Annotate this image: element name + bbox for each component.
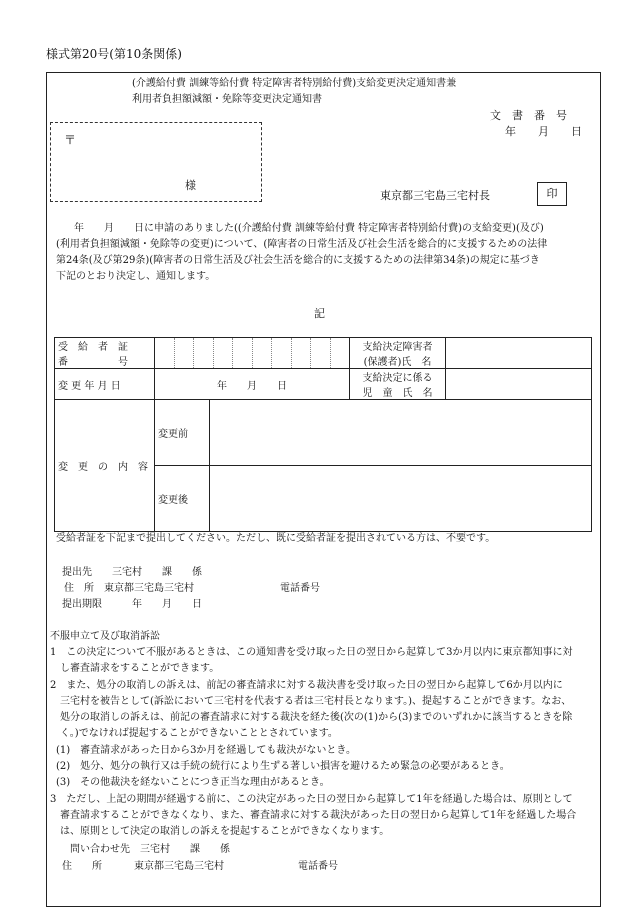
contact-line: 問い合わせ先 三宅村 課 係 [70, 844, 230, 855]
change-date-label: 変 更 年 月 日 [55, 369, 155, 400]
postal-mark: 〒 [64, 133, 77, 147]
form-number: 様式第20号(第10条関係) [46, 47, 182, 61]
seal-box: 印 [537, 182, 567, 206]
change-date-value: 年 月 日 [155, 369, 350, 400]
intro-line-2: (利用者負担額減額・免除等の変更)について、(障害者の日常生活及び社会生活を総合的に支援するための法律 [56, 239, 548, 250]
appeal-2b: 三宅村を被告として(訴訟において三宅村を代表する者は三宅村長となります。)、提起することができます。なお、 [60, 696, 572, 707]
title-line-2: 利用者負担額減額・免除等変更決定通知書 [132, 94, 322, 105]
intro-line-3: 第24条(及び第29条)(障害者の日常生活及び社会生活を総合的に支援するための法律第34条)の規定に基づき [56, 255, 540, 266]
intro-line-1: 年 月 日に申請のありました((介護給付費 訓練等給付費 特定障害者特別給付費)の支給変更)(及び) [74, 223, 544, 234]
ki-heading: 記 [314, 307, 325, 320]
appeal-3a: 3 ただし、上記の期間が経過する前に、この決定があった日の翌日から起算して1年を経過した場合は、原則として [50, 794, 573, 805]
submit-to: 提出先 三宅村 課 係 [62, 567, 202, 578]
appeal-3b: 審査請求することができなくなり、また、審査請求に対する裁決があった日の翌日から起算して1年を経過した場合 [60, 810, 577, 821]
issuer-name: 東京都三宅島三宅村長 [380, 189, 490, 202]
child-name-field [446, 369, 592, 400]
appeal-2-item-1: (1) 審査請求があった日から3か月を経過しても裁決がないとき。 [56, 745, 357, 756]
appeal-3c: は、原則として決定の取消しの訴えを提起することができなくなります。 [60, 826, 390, 837]
recipient-number-label: 受 給 者 証 番 号 [55, 338, 155, 369]
addressee-suffix: 様 [185, 179, 196, 192]
appeal-2-item-3: (3) その他裁決を経ないことにつき正当な理由があるとき。 [56, 777, 330, 788]
submit-address: 住 所 東京都三宅島三宅村 [64, 583, 194, 594]
person-name-field [446, 338, 592, 369]
appeal-1a: 1 この決定について不服があるときは、この通知書を受け取った日の翌日から起算して3か月以内に東京都知事に対 [50, 647, 573, 658]
appeal-1b: し審査請求をすることができます。 [60, 663, 220, 674]
recipient-number-field [155, 338, 350, 369]
issue-date-label: 年 月 日 [505, 125, 582, 138]
appeal-2a: 2 また、処分の取消しの訴えは、前記の審査請求に対する裁決書を受け取った日の翌日から起算して6か月以内に [50, 680, 563, 691]
child-name-label: 支給決定に係る 児 童 氏 名 [350, 369, 446, 400]
after-change-field [210, 466, 592, 532]
decision-table [54, 337, 592, 532]
person-name-label: 支給決定障害者 (保護者)氏 名 [350, 338, 446, 369]
appeal-2c: 処分の取消しの訴えは、前記の審査請求に対する裁決を経た後(次の(1)から(3)までのいずれかに該当するときを除 [60, 712, 573, 723]
before-change-field [210, 400, 592, 466]
after-change-label: 変更後 [155, 466, 210, 532]
contact-address-label: 住 所 [62, 861, 102, 872]
address-box [50, 122, 262, 202]
contact-phone: 電話番号 [298, 861, 338, 872]
contact-address: 東京都三宅島三宅村 [134, 861, 224, 872]
title-line-1: (介護給付費 訓練等給付費 特定障害者特別給付費)支給変更決定通知書兼 [132, 78, 457, 89]
appeal-2-item-2: (2) 処分、処分の執行又は手続の続行により生ずる著しい損害を避けるため緊急の必要があるとき。 [56, 761, 510, 772]
intro-line-4: 下記のとおり決定し、通知します。 [56, 271, 216, 282]
submit-deadline: 提出期限 年 月 日 [62, 599, 202, 610]
change-content-label: 変 更 の 内 容 [55, 400, 155, 532]
submit-note: 受給者証を下記まで提出してください。ただし、既に受給者証を提出されている方は、不要です。 [56, 533, 496, 544]
appeal-2d: く。)でなければ提起することができないこととされています。 [60, 728, 338, 739]
appeal-title: 不服申立て及び取消訴訟 [50, 631, 160, 642]
document-number-label: 文 書 番 号 [490, 109, 567, 122]
before-change-label: 変更前 [155, 400, 210, 466]
submit-phone: 電話番号 [280, 583, 320, 594]
